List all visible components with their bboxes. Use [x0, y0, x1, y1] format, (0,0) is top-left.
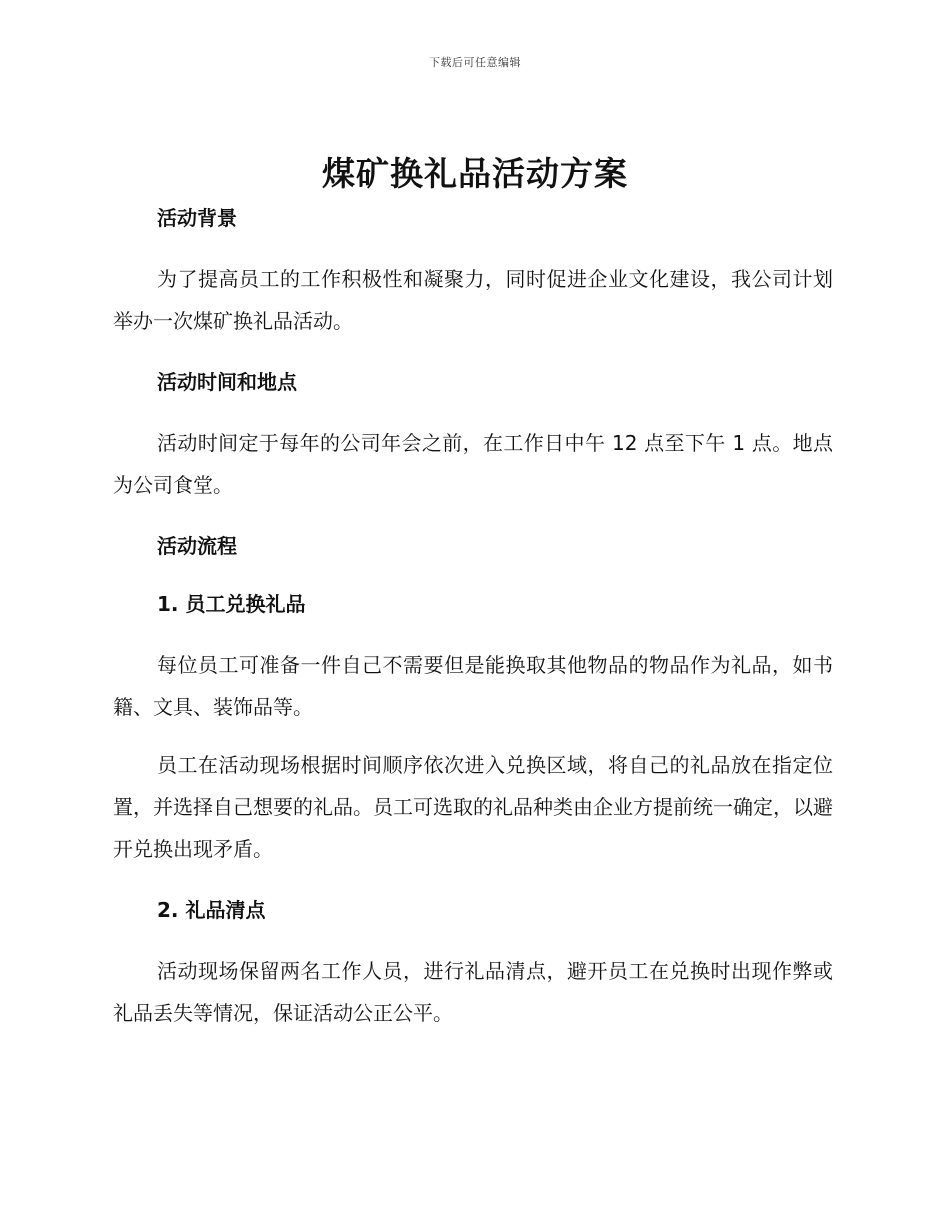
section-heading-time-place: 活动时间和地点	[157, 370, 297, 394]
section-background	[113, 200, 833, 342]
section-process	[113, 528, 833, 564]
document-body	[113, 200, 833, 1034]
document-title: 煤矿换礼品活动方案	[322, 154, 628, 193]
section-heading-inventory: 2. 礼品清点	[157, 898, 266, 922]
paragraph-exchange-1: 每位员工可准备一件自己不需要但是能换取其他物品的物品作为礼品，如书籍、文具、装饰品等。	[113, 653, 833, 719]
paragraph-background: 为了提高员工的工作积极性和凝聚力，同时促进企业文化建设，我公司计划举办一次煤矿换礼品活动。	[113, 267, 833, 333]
section-time-place	[113, 364, 833, 506]
section-heading-exchange: 1. 员工兑换礼品	[157, 592, 306, 616]
paragraph-inventory: 活动现场保留两名工作人员，进行礼品清点，避开员工在兑换时出现作弊或礼品丢失等情况，保证活动公正公平。	[113, 959, 833, 1025]
section-heading-process: 活动流程	[157, 534, 237, 558]
paragraph-time-place: 活动时间定于每年的公司年会之前，在工作日中午 12 点至下午 1 点。地点为公司食堂。	[113, 431, 833, 497]
paragraph-exchange-2: 员工在活动现场根据时间顺序依次进入兑换区域，将自己的礼品放在指定位置，并选择自己想要的礼品。员工可选取的礼品种类由企业方提前统一确定，以避开兑换出现矛盾。	[113, 753, 833, 861]
section-exchange	[113, 586, 833, 870]
section-heading-background: 活动背景	[157, 206, 237, 230]
section-inventory	[113, 892, 833, 1034]
header-note: 下载后可任意编辑	[429, 56, 521, 69]
